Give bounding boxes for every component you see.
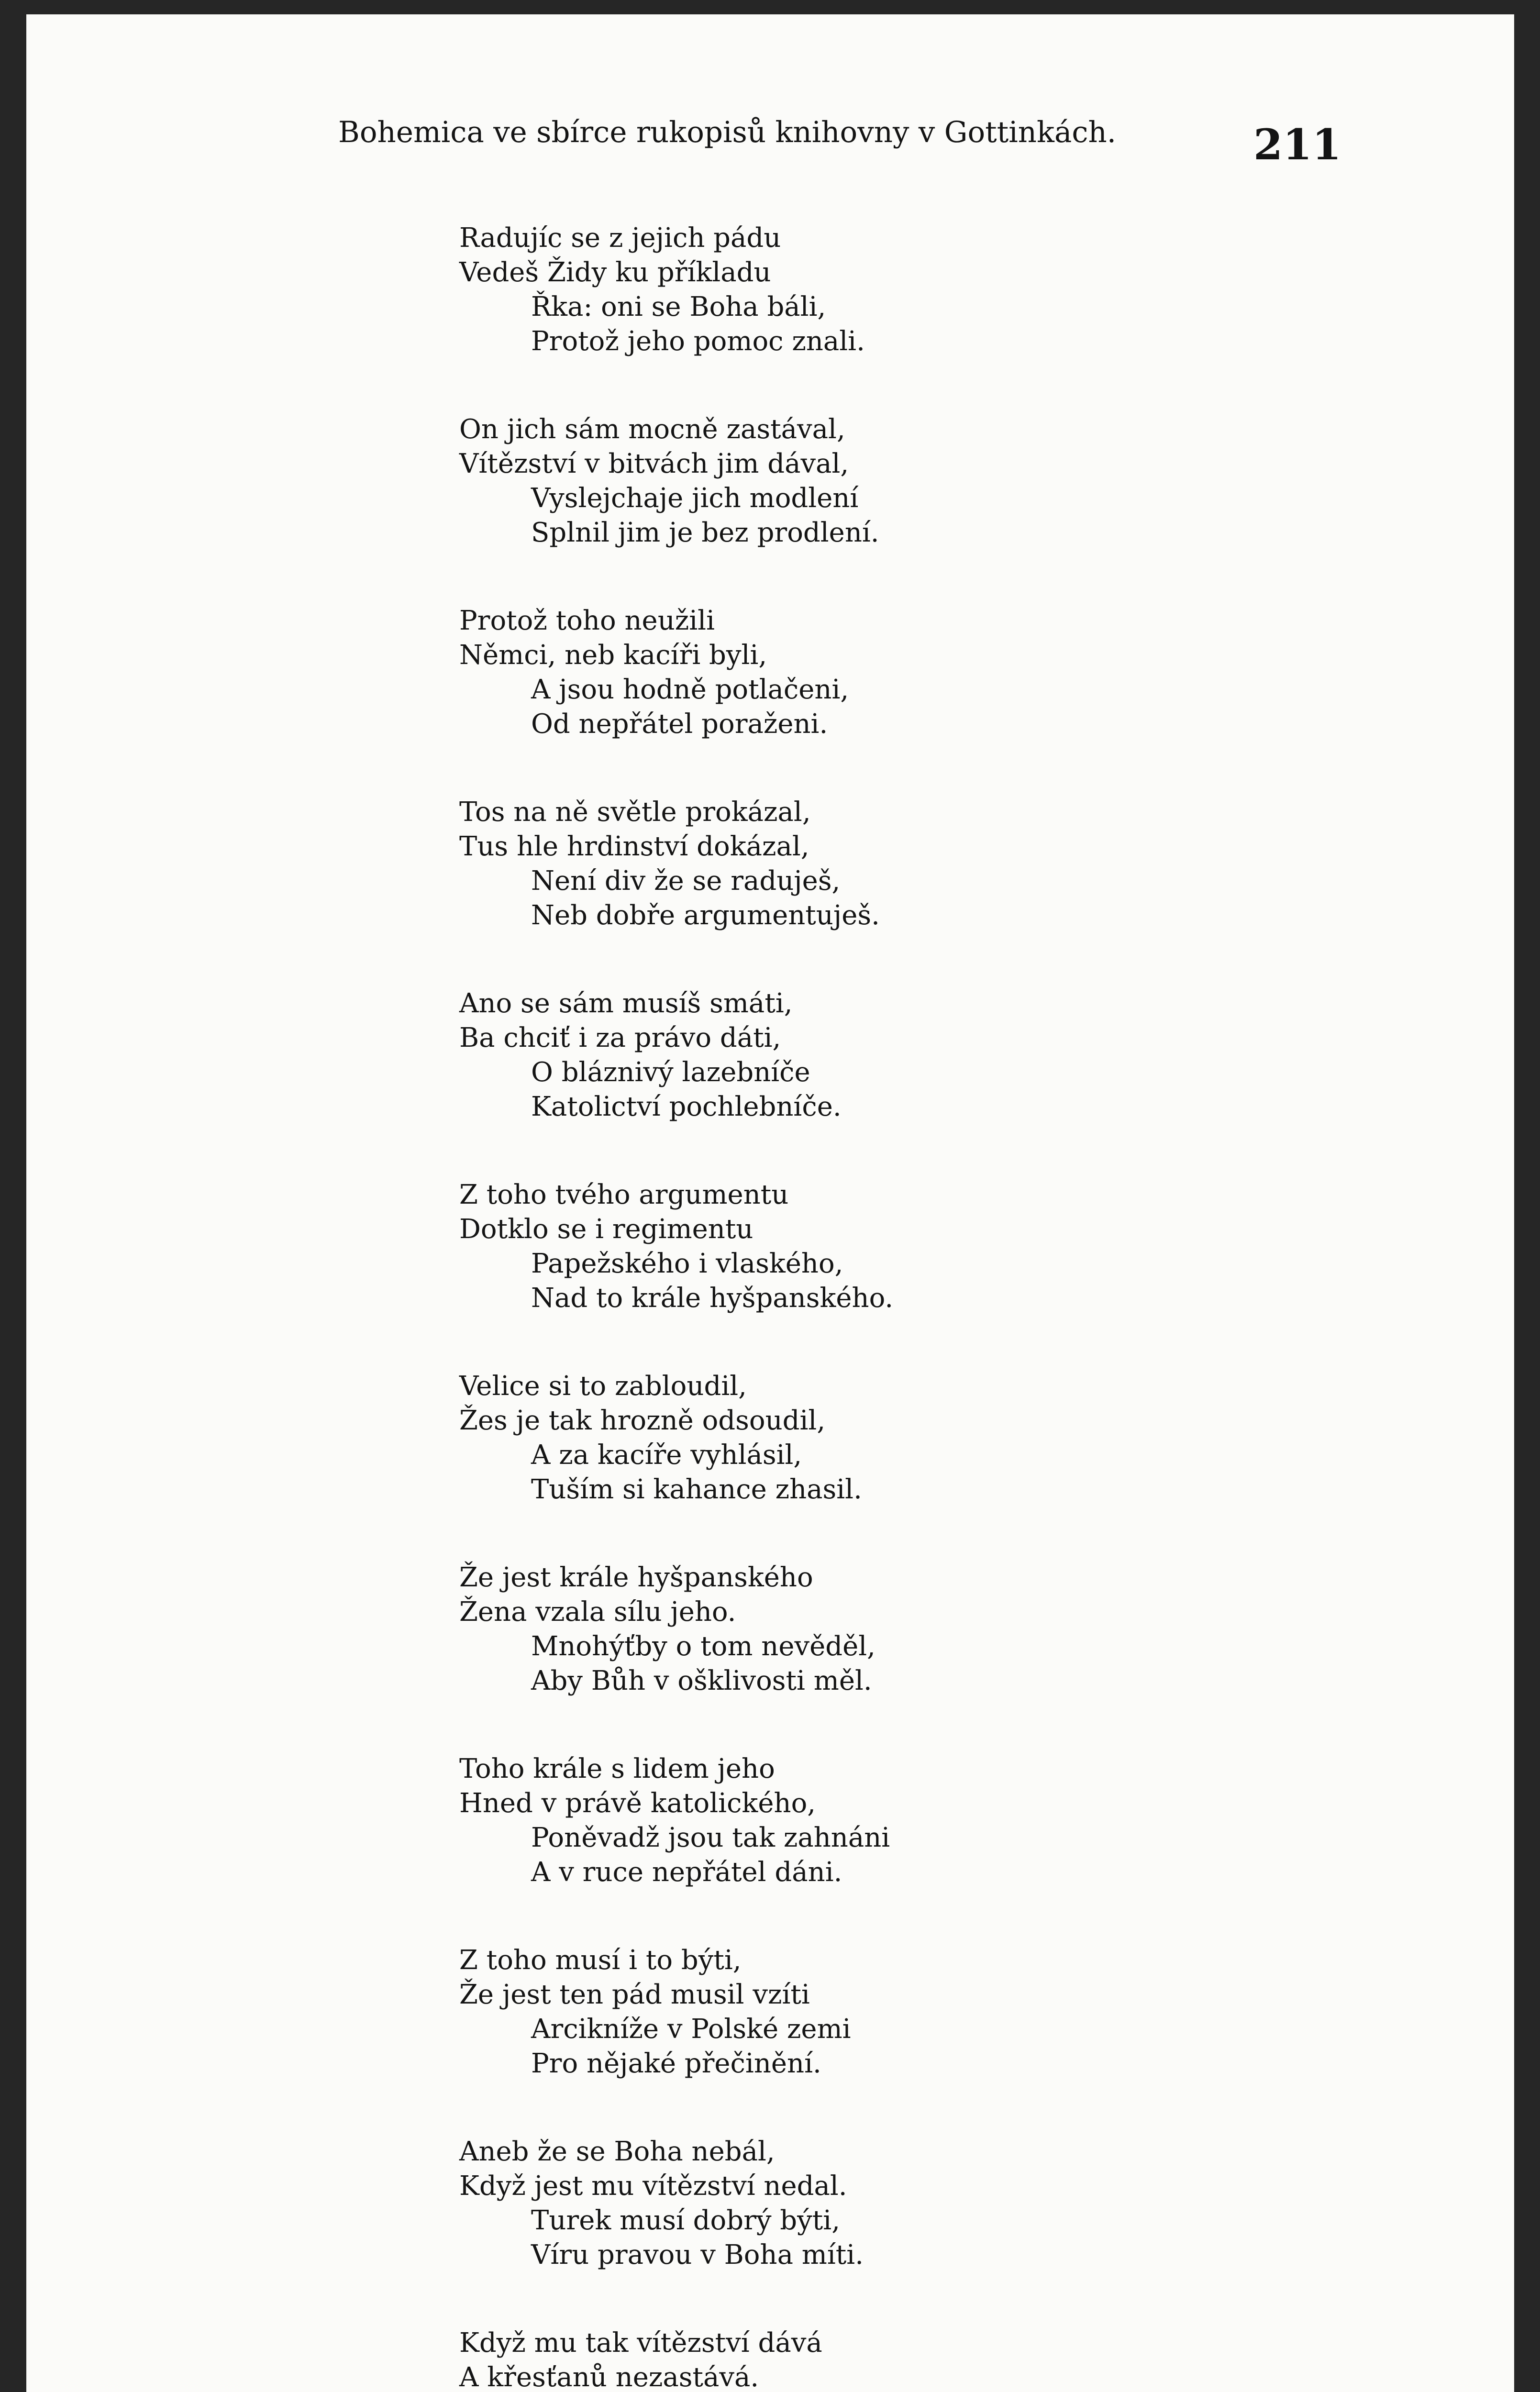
verse-line: Velice si to zabloudil, xyxy=(459,1371,747,1402)
verse-line: Z toho tvého argumentu xyxy=(459,1179,789,1210)
verse-line: Žes je tak hrozně odsoudil, xyxy=(459,1405,826,1436)
verse-line: Od nepřátel poraženi. xyxy=(531,709,828,740)
verse-line: A jsou hodně potlačeni, xyxy=(531,674,849,705)
verse-line: Toho krále s lidem jeho xyxy=(459,1753,775,1784)
verse-line: Arcikníže v Polské zemi xyxy=(531,2014,851,2045)
stanza xyxy=(459,986,1464,1124)
stanza xyxy=(459,2135,1464,2272)
verse-line: A za kacíře vyhlásil, xyxy=(531,1440,802,1471)
verse-line: Poněvadž jsou tak zahnáni xyxy=(531,1822,890,1853)
verse-line: Víru pravou v Boha míti. xyxy=(531,2239,864,2270)
verse-line: Žena vzala sílu jeho. xyxy=(459,1596,736,1628)
verse-line: Není div že se raduješ, xyxy=(531,865,841,897)
stanza xyxy=(459,1943,1464,2081)
page-header xyxy=(0,0,1540,191)
verse-line: Ba chciť i za právo dáti, xyxy=(459,1022,781,1053)
verse-line: Tos na ně světle prokázal, xyxy=(459,797,811,828)
verse-line: Vyslejchaje jich modlení xyxy=(531,483,859,514)
verse-line: Když jest mu vítězství nedal. xyxy=(459,2171,847,2202)
page-number: 211 xyxy=(1253,120,1341,169)
verse-line: Splnil jim je bez prodlení. xyxy=(531,517,879,548)
verse-line: Když mu tak vítězství dává xyxy=(459,2327,822,2359)
stanza xyxy=(459,604,1464,742)
running-title: Bohemica ve sbírce rukopisů knihovny v Gottinkách. xyxy=(338,115,1117,149)
verse-line: Vedeš Židy ku příkladu xyxy=(459,257,771,288)
verse-line: Mnohýťby o tom nevěděl, xyxy=(531,1631,875,1662)
verse-line: A v ruce nepřátel dáni. xyxy=(531,1857,842,1888)
stanza xyxy=(459,795,1464,933)
stanza xyxy=(459,1369,1464,1507)
poem xyxy=(459,221,1464,2392)
verse-line: Protož jeho pomoc znali. xyxy=(531,326,865,357)
stanza xyxy=(459,221,1464,359)
verse-line: Že jest ten pád musil vzíti xyxy=(459,1979,810,2010)
verse-line: Neb dobře argumentuješ. xyxy=(531,900,880,931)
verse-line: Vítězství v bitvách jim dával, xyxy=(459,448,849,479)
verse-line: Řka: oni se Boha báli, xyxy=(531,291,826,322)
verse-line: Že jest krále hyšpanského xyxy=(459,1562,813,1593)
verse-line: Hned v právě katolického, xyxy=(459,1788,816,1819)
verse-line: Aneb že se Boha nebál, xyxy=(459,2136,775,2167)
stanza xyxy=(459,412,1464,550)
verse-line: Katolictví pochlebníče. xyxy=(531,1091,842,1122)
verse-line: Tuším si kahance zhasil. xyxy=(531,1474,862,1505)
verse-line: Němci, neb kacíři byli, xyxy=(459,640,767,671)
verse-line: Ano se sám musíš smáti, xyxy=(459,988,793,1019)
verse-line: Papežského i vlaského, xyxy=(531,1248,843,1279)
verse-line: Aby Bůh v ošklivosti měl. xyxy=(531,1665,872,1696)
stanza xyxy=(459,2326,1464,2392)
verse-line: Protož toho neužili xyxy=(459,605,715,636)
stanza xyxy=(459,1561,1464,1698)
verse-line: Nad to krále hyšpanského. xyxy=(531,1283,894,1314)
stanza xyxy=(459,1752,1464,1890)
verse-line: On jich sám mocně zastával, xyxy=(459,414,845,445)
verse-line: Dotklo se i regimentu xyxy=(459,1214,753,1245)
verse-line: Pro nějaké přečinění. xyxy=(531,2048,821,2079)
verse-line: A křesťanů nezastává. xyxy=(459,2362,759,2392)
verse-line: Tus hle hrdinství dokázal, xyxy=(459,831,809,862)
verse-line: O bláznivý lazebníče xyxy=(531,1057,810,1088)
stanza xyxy=(459,1178,1464,1316)
verse-line: Turek musí dobrý býti, xyxy=(531,2205,840,2236)
verse-line: Radujíc se z jejich pádu xyxy=(459,222,781,254)
verse-line: Z toho musí i to býti, xyxy=(459,1945,742,1976)
